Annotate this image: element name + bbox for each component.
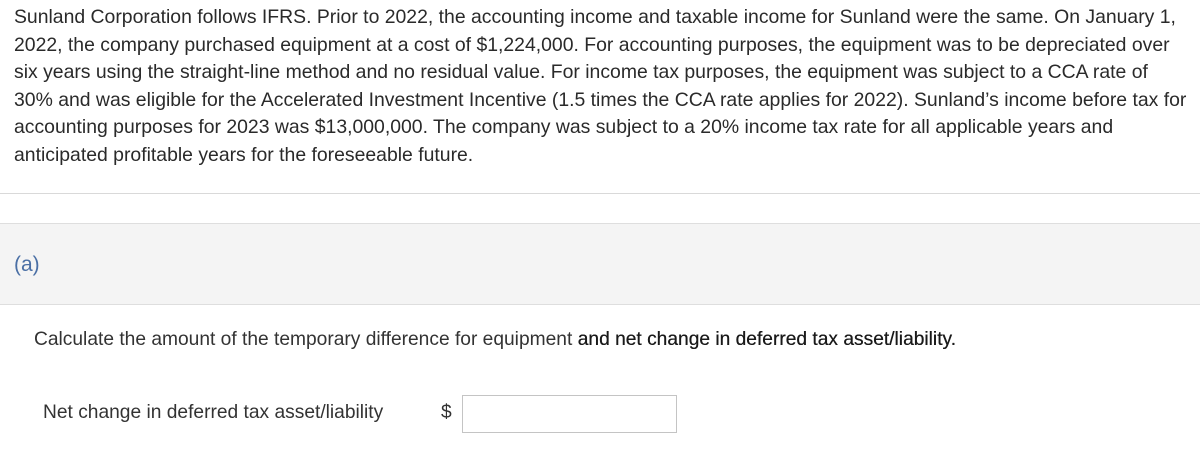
- part-header: [0, 223, 1200, 305]
- section-divider: [0, 193, 1200, 194]
- problem-statement: Sunland Corporation follows IFRS. Prior to 2022, the accounting income and taxable income for Sunland were the same. On January 1, 2022, the company purchased equipment at a cost of $1,224,000. For accounting purposes, the equipment was to be depreciated over six years using the straight-line method and no residual value. For income tax purposes, the equipment was subject to a CCA rate of 30% and was eligible for the Accelerated Investment Incentive (1.5 times the CCA rate applies for 2022). Sunland’s income before tax for accounting purposes for 2023 was $13,000,000. The company was subject to a 20% income tax rate for all applicable years and anticipated profitable years for the foreseeable future.: [14, 6, 1187, 166]
- question-text-regular: Calculate the amount of the temporary difference for equipment: [34, 329, 578, 350]
- question-text-strong: and net change in deferred tax asset/liability.: [577, 329, 956, 350]
- answer-row: [43, 395, 743, 435]
- currency-symbol: $: [441, 402, 452, 423]
- deferred-tax-change-input[interactable]: [462, 395, 677, 433]
- answer-label: Net change in deferred tax asset/liability: [43, 402, 384, 423]
- part-label: (a): [14, 253, 40, 276]
- question-prompt: [34, 327, 956, 353]
